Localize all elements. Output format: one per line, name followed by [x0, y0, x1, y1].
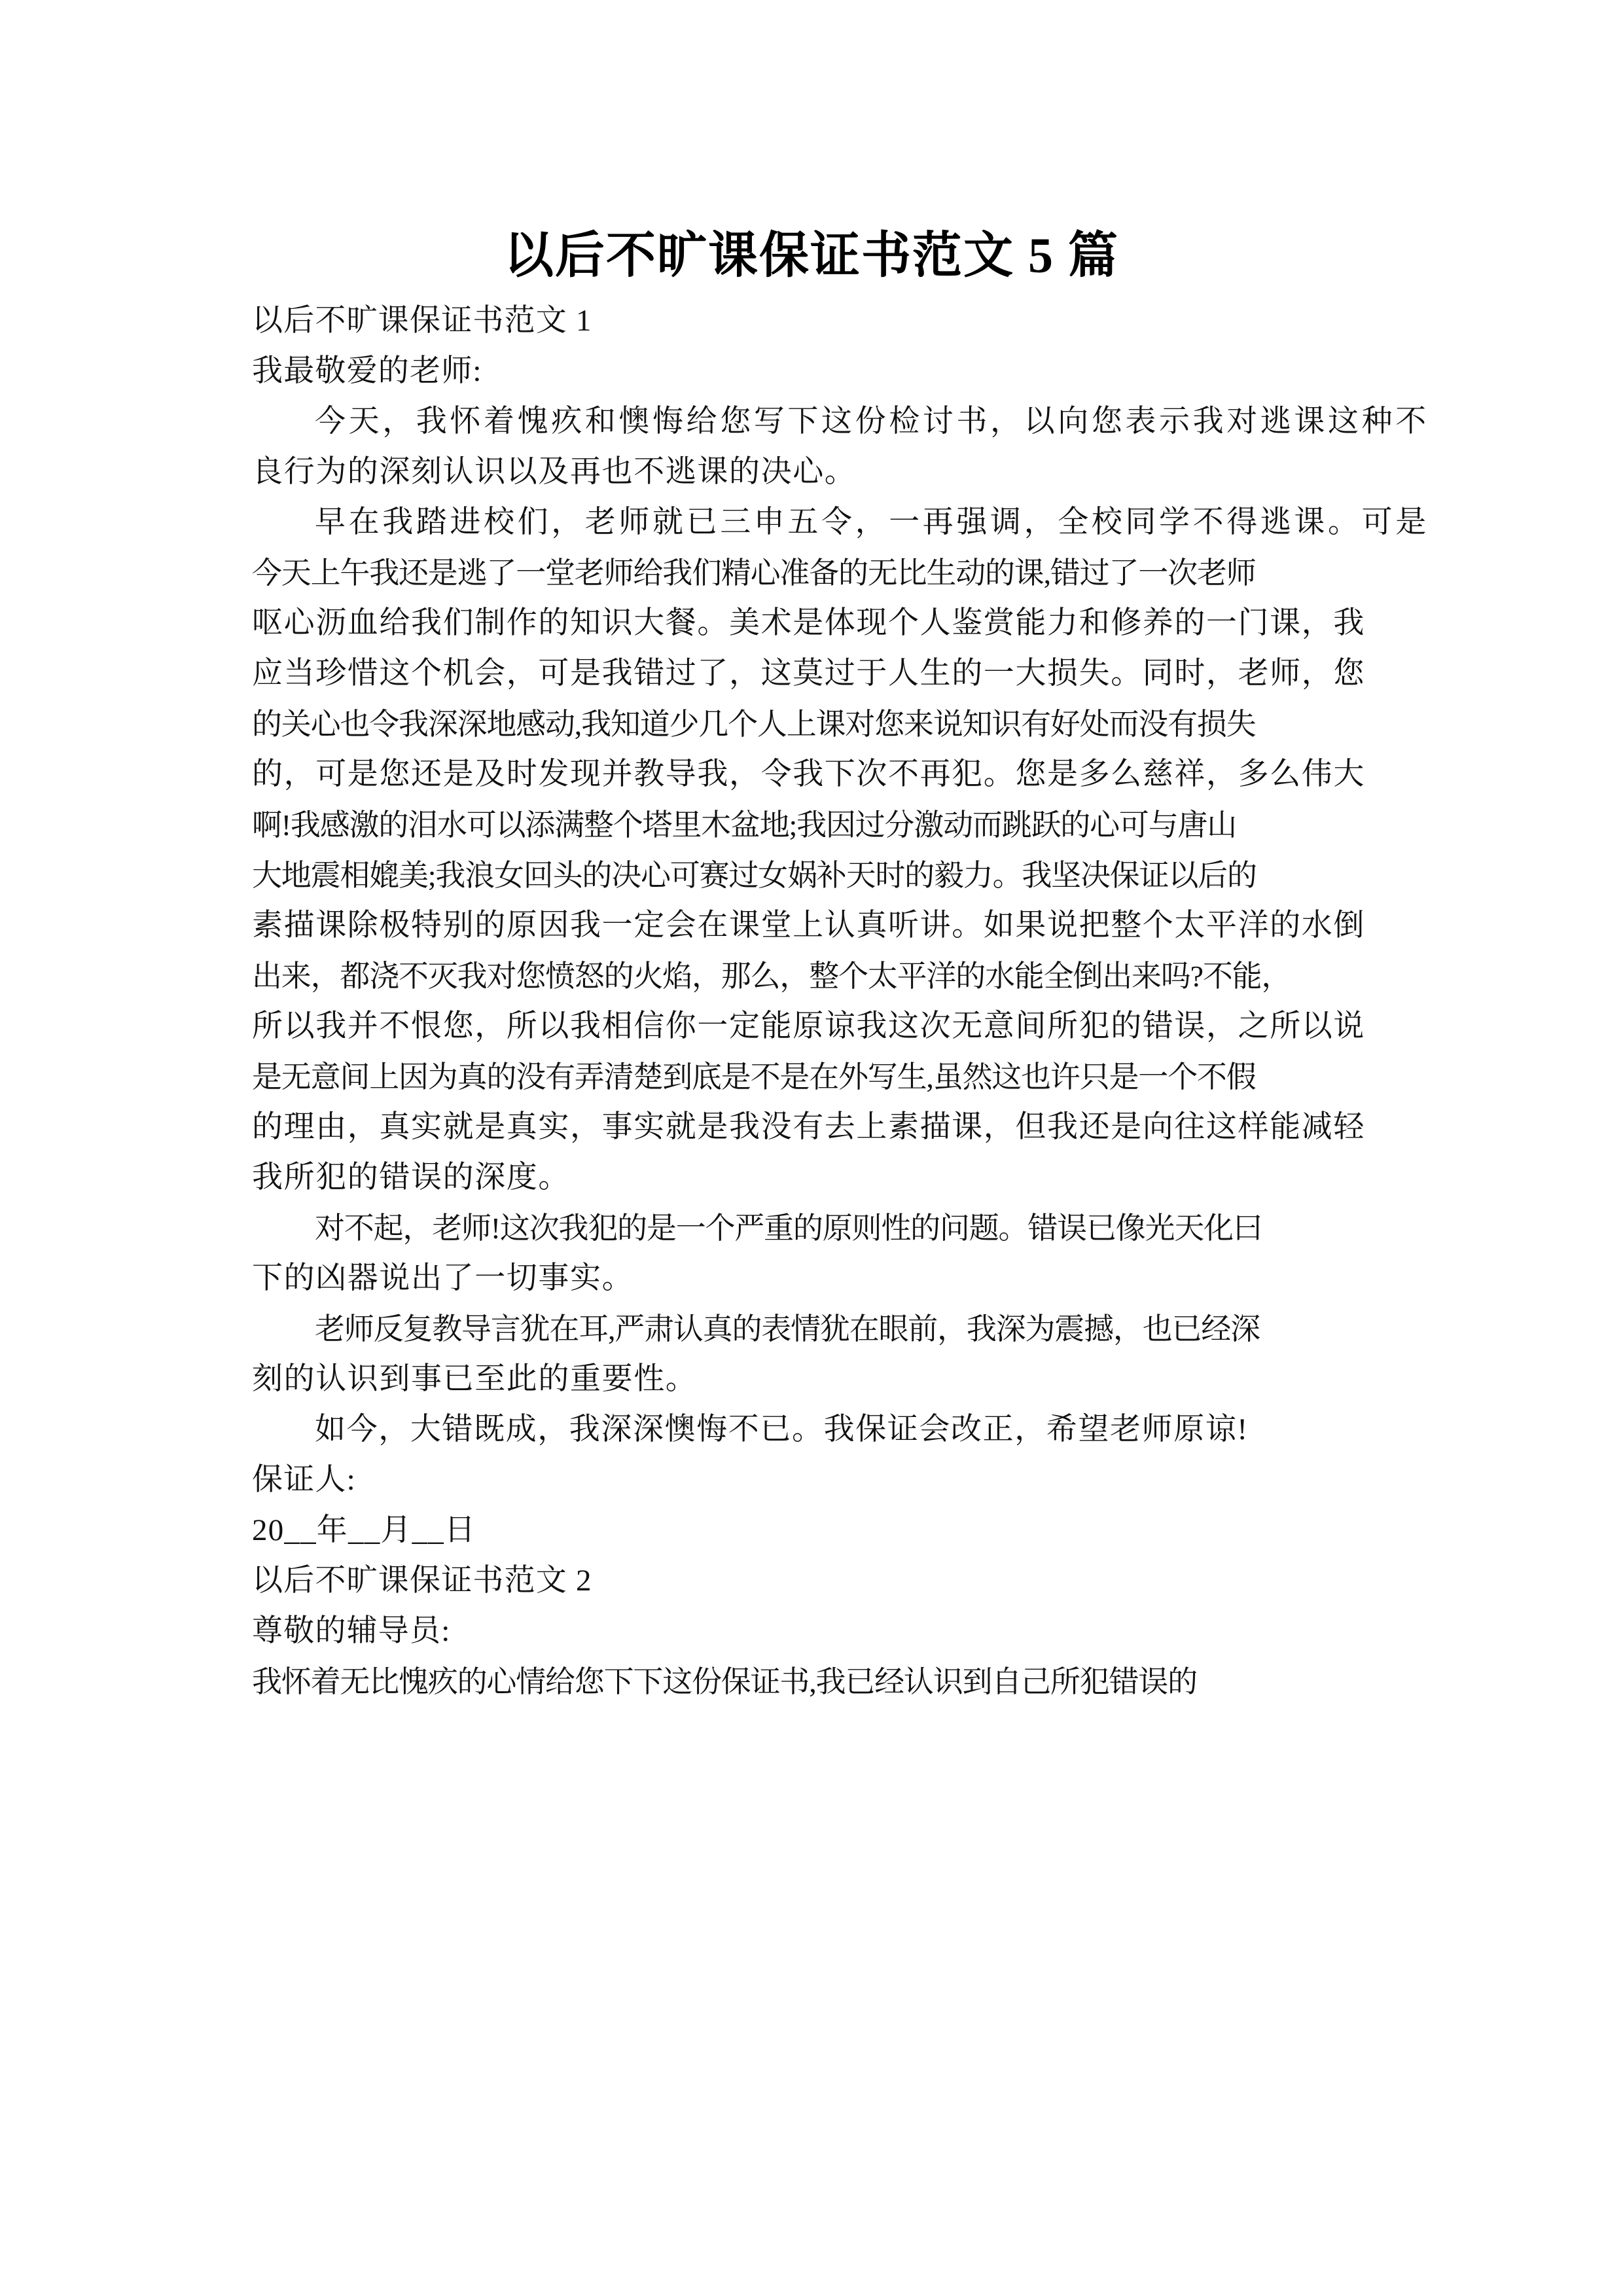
document-line: 良行为的深刻认识以及再也不逃课的决心。 — [252, 455, 857, 489]
document-line: 早在我踏进校们，老师就已三申五令，一再强调，全校同学不得逃课。可是 — [315, 505, 1429, 539]
document-line: 老师反复教导言犹在耳,严肃认真的表情犹在眼前，我深为震撼，也已经深 — [315, 1312, 1260, 1346]
document-line: 我所犯的错误的深度。 — [252, 1160, 570, 1194]
document-line: 对不起，老师!这次我犯的是一个严重的原则性的问题。错误已像光天化曰 — [315, 1211, 1262, 1245]
document-line: 以后不旷课保证书范文 1 — [252, 304, 592, 338]
document-line: 的，可是您还是及时发现并教导我，令我下次不再犯。您是多么慈祥，多么伟大 — [252, 757, 1365, 791]
page-title: 以后不旷课保证书范文 5 篇 — [504, 228, 1119, 283]
document-line: 素描课除极特别的原因我一定会在课堂上认真听讲。如果说把整个太平洋的水倒 — [252, 908, 1365, 942]
document-line: 所以我并不恨您，所以我相信你一定能原谅我这次无意间所犯的错误，之所以说 — [252, 1009, 1365, 1043]
document-line: 下的凶器说出了一切事实。 — [252, 1261, 634, 1295]
document-line: 刻的认识到事已至此的重要性。 — [252, 1362, 698, 1396]
document-line: 今天，我怀着愧疚和懊悔给您写下这份检讨书，以向您表示我对逃课这种不 — [315, 404, 1429, 439]
document-line: 今天上午我还是逃了一堂老师给我们精心准备的无比生动的课,错过了一次老师 — [252, 556, 1256, 590]
document-line: 呕心沥血给我们制作的知识大餐。美术是体现个人鉴赏能力和修养的一门课，我 — [252, 606, 1365, 640]
document-line: 应当珍惜这个机会，可是我错过了，这莫过于人生的一大损失。同时，老师，您 — [252, 656, 1365, 691]
document-line: 保证人: — [252, 1463, 356, 1497]
document-body — [252, 296, 1429, 1707]
document-line: 如今，大错既成，我深深懊悔不已。我保证会改正，希望老师原谅! — [315, 1412, 1249, 1446]
document-line: 我怀着无比愧疚的心情给您下下这份保证书,我已经认识到自己所犯错误的 — [252, 1665, 1197, 1698]
document-line: 的关心也令我深深地感动,我知道少几个人上课对您来说知识有好处而没有损失 — [252, 708, 1256, 741]
document-line: 尊敬的辅导员: — [252, 1614, 451, 1648]
document-line: 大地震相媲美;我浪女回头的决心可赛过女娲补天时的毅力。我坚决保证以后的 — [252, 859, 1257, 892]
document-line: 以后不旷课保证书范文 2 — [252, 1564, 592, 1598]
document-line: 啊!我感激的泪水可以添满整个塔里木盆地;我因过分激动而跳跃的心可与唐山 — [252, 808, 1237, 842]
document-line: 是无意间上因为真的没有弄清楚到底是不是在外写生,虽然这也许只是一个不假 — [252, 1060, 1256, 1094]
document-line: 的理由，真实就是真实，事实就是我没有去上素描课，但我还是向往这样能减轻 — [252, 1110, 1365, 1144]
document-line: 20__年__月__日 — [252, 1513, 476, 1547]
document-line: 出来，都浇不灭我对您愤怒的火焰，那么，整个太平洋的水能全倒出来吗?不能， — [252, 960, 1291, 993]
document-line: 我最敬爱的老师: — [252, 354, 482, 388]
